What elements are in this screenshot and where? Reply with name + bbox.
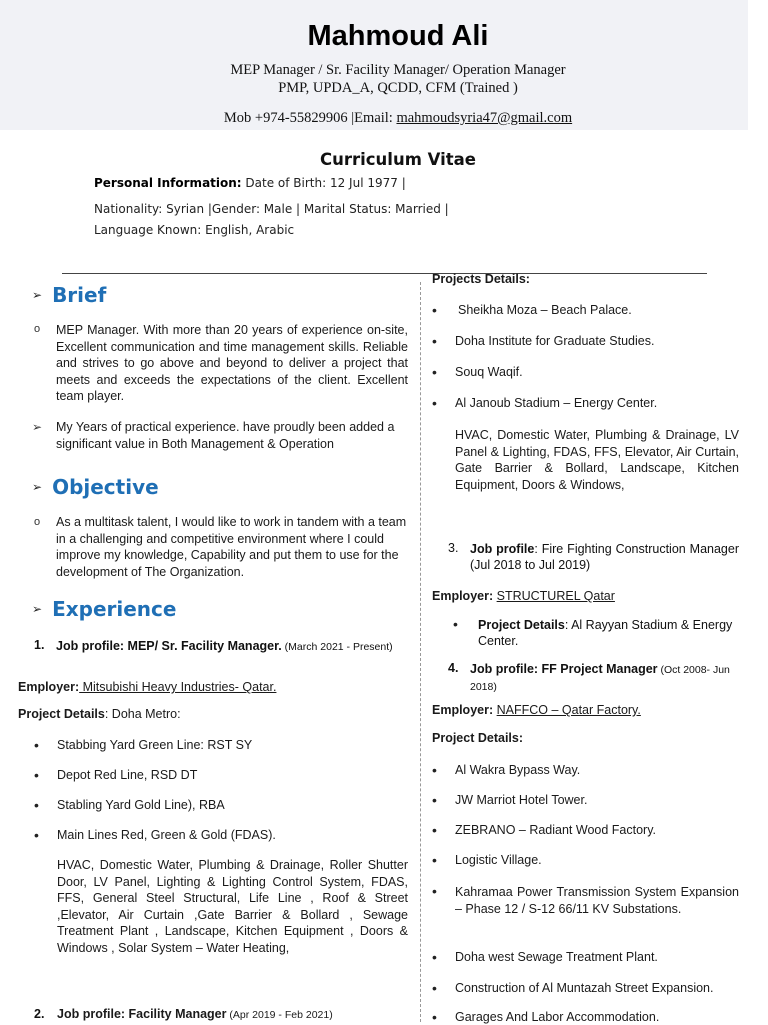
cv-title: Curriculum Vitae — [319, 150, 476, 169]
bullet-icon: • — [432, 762, 437, 778]
bullet-icon: • — [432, 883, 437, 899]
job2-profile: Job profile: Facility Manager (Apr 2019 - Feb 2021) — [57, 1007, 333, 1021]
personal-info-line — [94, 176, 406, 190]
project-item: Sheikha Moza – Beach Palace. — [458, 303, 632, 317]
section-brief-heading: ➢ Brief — [32, 283, 107, 307]
job3-number: 3. — [448, 541, 459, 555]
projects-details-heading: Projects Details: — [432, 272, 530, 286]
job4-project-details-label: Project Details: — [432, 731, 524, 745]
arrow-icon: ➢ — [32, 288, 43, 302]
job-titles: MEP Manager / Sr. Facility Manager/ Operation Manager — [230, 62, 566, 78]
bullet-icon: • — [34, 827, 39, 843]
job1-project-details: Project Details: Doha Metro: — [18, 707, 181, 721]
job3-employer: Employer: STRUCTUREL Qatar — [432, 589, 615, 603]
bullet-icon: • — [453, 616, 458, 632]
candidate-name: Mahmoud Ali — [307, 20, 489, 52]
bullet-icon: • — [34, 737, 39, 753]
bullet-icon: • — [432, 980, 437, 996]
email-link[interactable]: mahmoudsyria47@gmail.com — [396, 110, 573, 126]
projects-scope: HVAC, Domestic Water, Plumbing & Drainage, LV Panel & Lighting, FDAS, FFS, Elevator, Air Curtain, Gate Barrier & Bollard, Landscape, Kitchen Equipment, Doors & Windows, — [455, 428, 739, 492]
bullet-icon: • — [432, 1009, 437, 1025]
job4-item: Doha west Sewage Treatment Plant. — [455, 950, 658, 964]
job4-profile: Job profile: FF Project Manager (Oct 2008- Jun 2018) — [470, 662, 730, 693]
job1-item: Depot Red Line, RSD DT — [57, 768, 198, 782]
bullet-icon: • — [432, 822, 437, 838]
date-of-birth: Date of Birth: 12 Jul 1977 | — [241, 176, 406, 190]
job4-item: Garages And Labor Accommodation. — [455, 1010, 660, 1024]
mobile-number: Mob +974-55829906 |Email: — [223, 110, 397, 126]
job4-item: Kahramaa Power Transmission System Expansion – Phase 12 / S-12 66/11 KV Substations. — [455, 885, 739, 916]
arrow-icon: ➢ — [32, 602, 43, 616]
job4-number: 4. — [448, 661, 459, 675]
divider-vertical — [420, 282, 421, 1022]
bullet-icon: • — [432, 395, 437, 411]
job4-item: JW Marriot Hotel Tower. — [455, 793, 588, 807]
job3-project-details: Project Details: Al Rayyan Stadium & Energy Center. — [478, 618, 733, 648]
job1-item: Stabling Yard Gold Line), RBA — [57, 798, 225, 812]
project-item: Souq Waqif. — [455, 365, 523, 379]
job4-item: ZEBRANO – Radiant Wood Factory. — [455, 823, 657, 837]
brief-paragraph-2: My Years of practical experience. have proudly been added a significant value in Both Management & Operation — [56, 420, 395, 451]
objective-paragraph: As a multitask talent, I would like to work in tandem with a team in a challenging and competitive environment where I could improve my knowledge, Capability and put them to use for the development of The Organization. — [56, 515, 407, 579]
nationality-line: Nationality: Syrian |Gender: Male | Marital Status: Married | — [94, 202, 449, 216]
job4-employer: Employer: NAFFCO – Qatar Factory. — [432, 703, 641, 717]
divider-horizontal — [62, 273, 707, 274]
circle-bullet-icon: o — [34, 323, 41, 335]
section-experience-heading: ➢ Experience — [32, 597, 177, 621]
job4-item: Al Wakra Bypass Way. — [455, 763, 581, 777]
bullet-icon: • — [432, 302, 437, 318]
project-item: Doha Institute for Graduate Studies. — [455, 334, 655, 348]
circle-bullet-icon: o — [34, 516, 41, 528]
bullet-icon: • — [34, 797, 39, 813]
arrow-icon: ➢ — [32, 480, 43, 494]
job4-item: Logistic Village. — [455, 853, 542, 867]
brief-paragraph-1: MEP Manager. With more than 20 years of experience on-site, Excellent communication and time management skills. Reliable and strives to go above and beyond to deliver a project that meets and exceeds the expectations of the client. Excellent team player. — [56, 323, 408, 403]
job4-item: Construction of Al Muntazah Street Expansion. — [455, 981, 714, 995]
job1-item: Stabbing Yard Green Line: RST SY — [57, 738, 253, 752]
project-item: Al Janoub Stadium – Energy Center. — [455, 396, 658, 410]
bullet-icon: • — [432, 333, 437, 349]
bullet-icon: • — [432, 852, 437, 868]
job1-employer: Employer: Mitsubishi Heavy Industries- Qatar. — [18, 680, 277, 694]
bullet-icon: • — [34, 767, 39, 783]
job1-number: 1. — [34, 638, 45, 652]
certifications: PMP, UPDA_A, QCDD, CFM (Trained ) — [278, 80, 518, 96]
personal-info-label: Personal Information: — [94, 176, 242, 190]
contact-line — [0, 110, 768, 127]
job2-number: 2. — [34, 1007, 45, 1021]
bullet-icon: • — [432, 949, 437, 965]
languages-line: Language Known: English, Arabic — [94, 223, 295, 237]
job1-item: Main Lines Red, Green & Gold (FDAS). — [57, 828, 276, 842]
job1-profile: Job profile: MEP/ Sr. Facility Manager. (March 2021 - Present) — [56, 639, 393, 653]
arrow-icon: ➢ — [32, 420, 43, 434]
bullet-icon: • — [432, 792, 437, 808]
section-objective-heading: ➢ Objective — [32, 475, 159, 499]
job3-profile: Job profile: Fire Fighting Construction Manager (Jul 2018 to Jul 2019) — [470, 542, 739, 572]
bullet-icon: • — [432, 364, 437, 380]
job1-scope: HVAC, Domestic Water, Plumbing & Drainage, Roller Shutter Door, LV Panel, Lighting & Lighting Control System, FDAS, FFS, General Steel Structural, Life Line , Roof & Street ,Elevator, Air Curtain ,Gate Barrier & Bollard , Sewage Treatment Plant , Landscape, Kitchen Equipment , Doors & Windows , Solar System – Water Heating, — [57, 858, 408, 955]
